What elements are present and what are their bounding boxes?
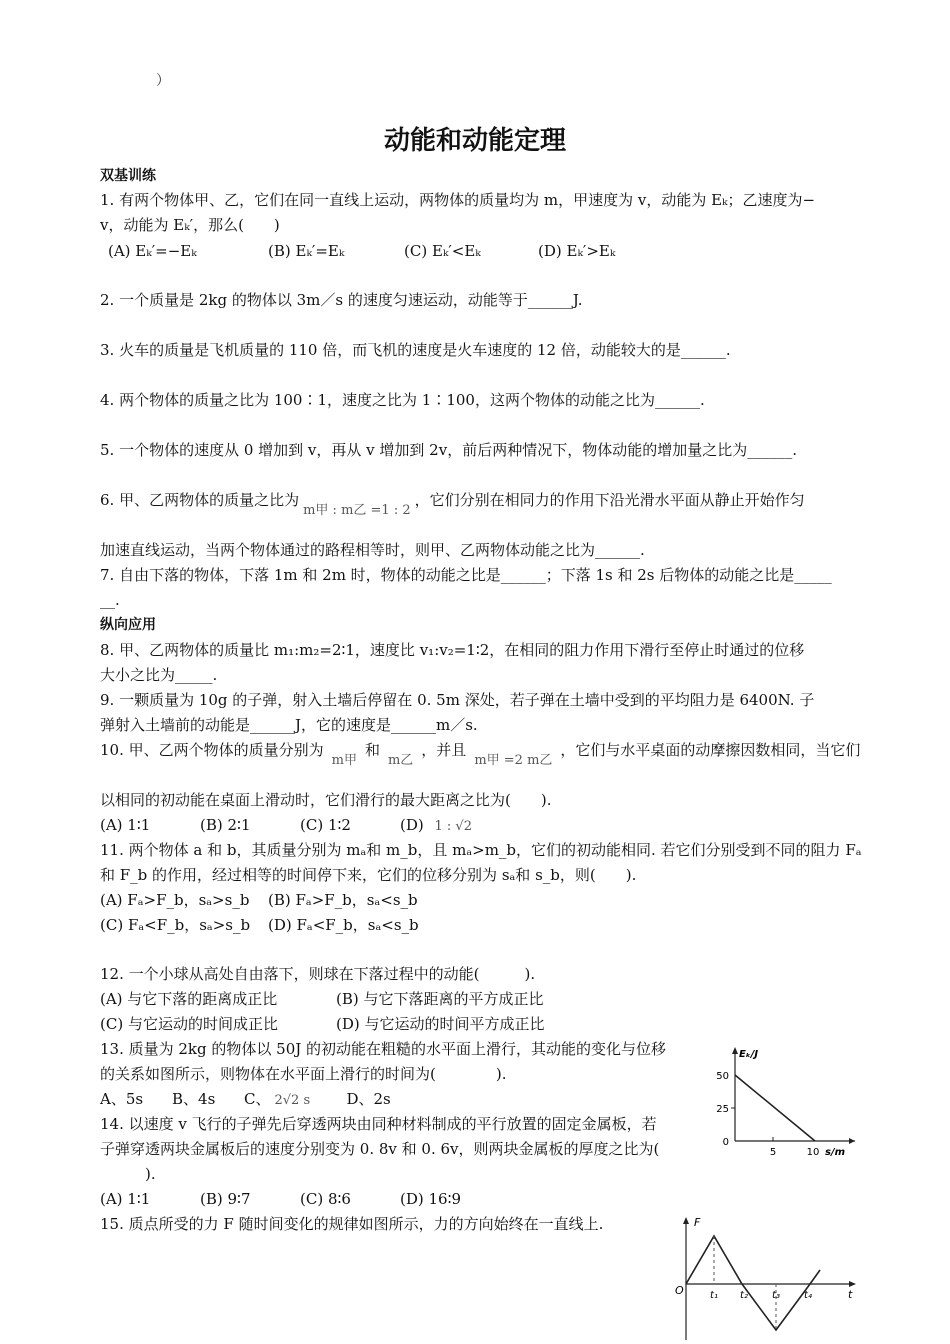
q13-option-d: D、2s: [346, 1090, 391, 1108]
q13-options: [100, 1089, 710, 1111]
q13-option-c-formula: 2√2 s: [274, 1093, 311, 1108]
q8-line2: 大小之比为_____.: [100, 666, 218, 684]
q13-line2: 的关系如图所示，则物体在水平面上滑行的时间为( ).: [100, 1065, 507, 1083]
q11-line1: 11. 两个物体 a 和 b，其质量分别为 mₐ和 m_b，且 mₐ>m_b，它们的初动能相同. 若它们分别受到不同的阻力 Fₐ: [100, 841, 862, 859]
q1-line1: 1. 有两个物体甲、乙，它们在同一直线上运动，两物体的质量均为 m，甲速度为 v，动能为 Eₖ；乙速度为−: [100, 191, 816, 209]
q11-option-d: (D) Fₐ<F_b，sₐ<s_b: [268, 916, 419, 934]
q9-line2: 弹射入土墙前的动能是______J，它的速度是______m／s.: [100, 716, 478, 734]
q13-x-axis-label: s/m: [825, 1147, 846, 1158]
q10-option-b: (B) 2∶1: [200, 816, 251, 834]
q4-text: 4. 两个物体的质量之比为 100∶1，速度之比为 1∶100，这两个物体的动能之比为______.: [100, 391, 705, 409]
q1-option-b: (B) Eₖ′=Eₖ: [268, 242, 345, 260]
q13-x-axis-arrow: [849, 1138, 855, 1144]
q12-line1: 12. 一个小球从高处自由落下，则球在下落过程中的动能( ).: [100, 965, 536, 983]
q10-option-d-formula: 1 : √2: [434, 819, 472, 834]
q10-option-a: (A) 1∶1: [100, 816, 151, 834]
q1-options: [100, 241, 850, 261]
q14-line3: ).: [100, 1165, 156, 1183]
q10-mass-b-formula: m乙: [387, 753, 414, 768]
q7-line1: 7. 自由下落的物体，下落 1m 和 2m 时，物体的动能之比是______；下落 1s 和 2s 后物体的动能之比是_____: [100, 566, 832, 584]
q6-mass-ratio-formula: m甲 : m乙 =1 : 2: [303, 503, 411, 518]
q14-option-a: (A) 1∶1: [100, 1190, 151, 1208]
q14-option-b: (B) 9∶7: [200, 1190, 251, 1208]
q11-option-b: (B) Fₐ>F_b，sₐ<s_b: [268, 891, 418, 909]
q10-mass-relation-formula: m甲 =2 m乙: [474, 753, 553, 768]
q10-line2: 以相同的初动能在桌面上滑动时，它们滑行的最大距离之比为( ).: [100, 791, 552, 809]
q15-force-time-graph: [672, 1212, 862, 1340]
q11-line2: 和 F_b 的作用，经过相等的时间停下来，它们的位移分别为 sₐ和 s_b，则( ).: [100, 866, 637, 884]
q8-line1: 8. 甲、乙两物体的质量比 m₁:m₂=2∶1，速度比 v₁:v₂=1∶2，在相同的阻力作用下滑行至停止时通过的位移: [100, 641, 805, 659]
q1-option-c: (C) Eₖ′<Eₖ: [404, 242, 481, 260]
page-title: 动能和动能定理: [383, 126, 566, 156]
q6-part1: 6. 甲、乙两物体的质量之比为: [100, 491, 300, 509]
q13-line1: 13. 质量为 2kg 的物体以 50J 的初动能在粗糙的水平面上滑行，其动能的变化与位移: [100, 1040, 667, 1058]
q14-line2: 子弹穿透两块金属板后的速度分别变为 0. 8v 和 0. 6v，则两块金属板的厚度之比为(: [100, 1140, 660, 1158]
q1-option-d: (D) Eₖ′>Eₖ: [538, 242, 616, 260]
q13-option-a: A、5s: [100, 1090, 144, 1108]
q6-part2: ，它们分别在相同力的作用下沿光滑水平面从静止开始作匀: [414, 491, 805, 509]
q15-tick-t1: t₁: [710, 1290, 718, 1301]
q11-options-row2: [100, 915, 850, 935]
q9-line1: 9. 一颗质量为 10g 的子弹，射入土墙后停留在 0. 5m 深处，若子弹在土墙中受到的平均阻力是 6400N. 子: [100, 691, 815, 709]
q14-options: [100, 1189, 850, 1209]
q13-y-tick-0: 0: [722, 1137, 729, 1148]
q6-line2: 加速直线运动，当两个物体通过的路程相等时，则甲、乙两物体动能之比为______.: [100, 541, 645, 559]
q10-option-c: (C) 1∶2: [300, 816, 351, 834]
section-heading-applied: 纵向应用: [100, 617, 156, 633]
q3-text: 3. 火车的质量是飞机质量的 110 倍，而飞机的速度是火车速度的 12 倍，动能较大的是______.: [100, 341, 731, 359]
q11-options-row1: [100, 890, 850, 910]
q10-line1: [100, 740, 861, 768]
q1-option-a: (A) Eₖ′=−Eₖ: [108, 242, 197, 260]
q10-part1: 10. 甲、乙两个物体的质量分别为: [100, 741, 324, 759]
q13-x-tick-10: 10: [806, 1147, 820, 1158]
q10-part3: ，并且: [421, 741, 467, 759]
q15-line1: 15. 质点所受的力 F 随时间变化的规律如图所示，力的方向始终在一直线上.: [100, 1215, 604, 1233]
q15-t-axis-arrow: [849, 1281, 856, 1287]
q13-y-axis-label: Eₖ/J: [739, 1049, 759, 1060]
q13-option-c: C、: [244, 1090, 271, 1108]
q15-t-axis-label: t: [848, 1288, 853, 1301]
q15-tick-t4: t₄: [804, 1290, 812, 1301]
q13-energy-line: [735, 1075, 815, 1141]
q6-line1: [100, 490, 850, 518]
q7-line2: __.: [100, 591, 120, 609]
q12-options-row2: [100, 1014, 850, 1034]
q15-origin-label: O: [675, 1284, 684, 1297]
q13-x-tick-5: 5: [769, 1147, 777, 1158]
corner-mark: ）: [156, 73, 170, 89]
q14-option-d: (D) 16∶9: [400, 1190, 462, 1208]
q12-options-row1: [100, 989, 850, 1009]
q10-part4: ，它们与水平桌面的动摩擦因数相同，当它们: [560, 741, 861, 759]
q12-option-b: (B) 与它下落距离的平方成正比: [336, 990, 544, 1008]
q15-f-axis-arrow: [683, 1217, 689, 1224]
q13-y-axis-arrow: [732, 1047, 738, 1054]
q12-option-a: (A) 与它下落的距离成正比: [100, 990, 278, 1008]
q13-y-tick-50: 50: [716, 1071, 729, 1082]
q10-options: [100, 815, 850, 837]
section-heading-basic: 双基训练: [100, 168, 156, 184]
q10-mass-a-formula: m甲: [331, 753, 357, 768]
q10-option-d: (D): [400, 816, 424, 834]
q15-tick-t2: t₂: [740, 1290, 748, 1301]
q10-part2: 和: [364, 741, 380, 759]
q11-option-a: (A) Fₐ>F_b，sₐ>s_b: [100, 891, 250, 909]
q15-f-axis-label: F: [694, 1216, 701, 1229]
q13-option-b: B、4s: [172, 1090, 216, 1108]
q15-force-curve: [686, 1236, 820, 1330]
q13-energy-displacement-graph: [705, 1045, 865, 1160]
q13-y-tick-25: 25: [716, 1104, 729, 1115]
q14-option-c: (C) 8∶6: [300, 1190, 351, 1208]
q11-option-c: (C) Fₐ<F_b，sₐ>s_b: [100, 916, 251, 934]
q1-line2: v，动能为 Eₖ′，那么( ): [100, 216, 280, 234]
q5-text: 5. 一个物体的速度从 0 增加到 v，再从 v 增加到 2v，前后两种情况下，物体动能的增加量之比为______.: [100, 441, 797, 459]
q14-line1: 14. 以速度 v 飞行的子弹先后穿透两块由同种材料制成的平行放置的固定金属板，若: [100, 1115, 657, 1133]
q2-text: 2. 一个质量是 2kg 的物体以 3m／s 的速度匀速运动，动能等于______J.: [100, 291, 583, 309]
q12-option-c: (C) 与它运动的时间成正比: [100, 1015, 278, 1033]
q15-tick-t3: t₃: [772, 1290, 780, 1301]
q12-option-d: (D) 与它运动的时间平方成正比: [336, 1015, 545, 1033]
